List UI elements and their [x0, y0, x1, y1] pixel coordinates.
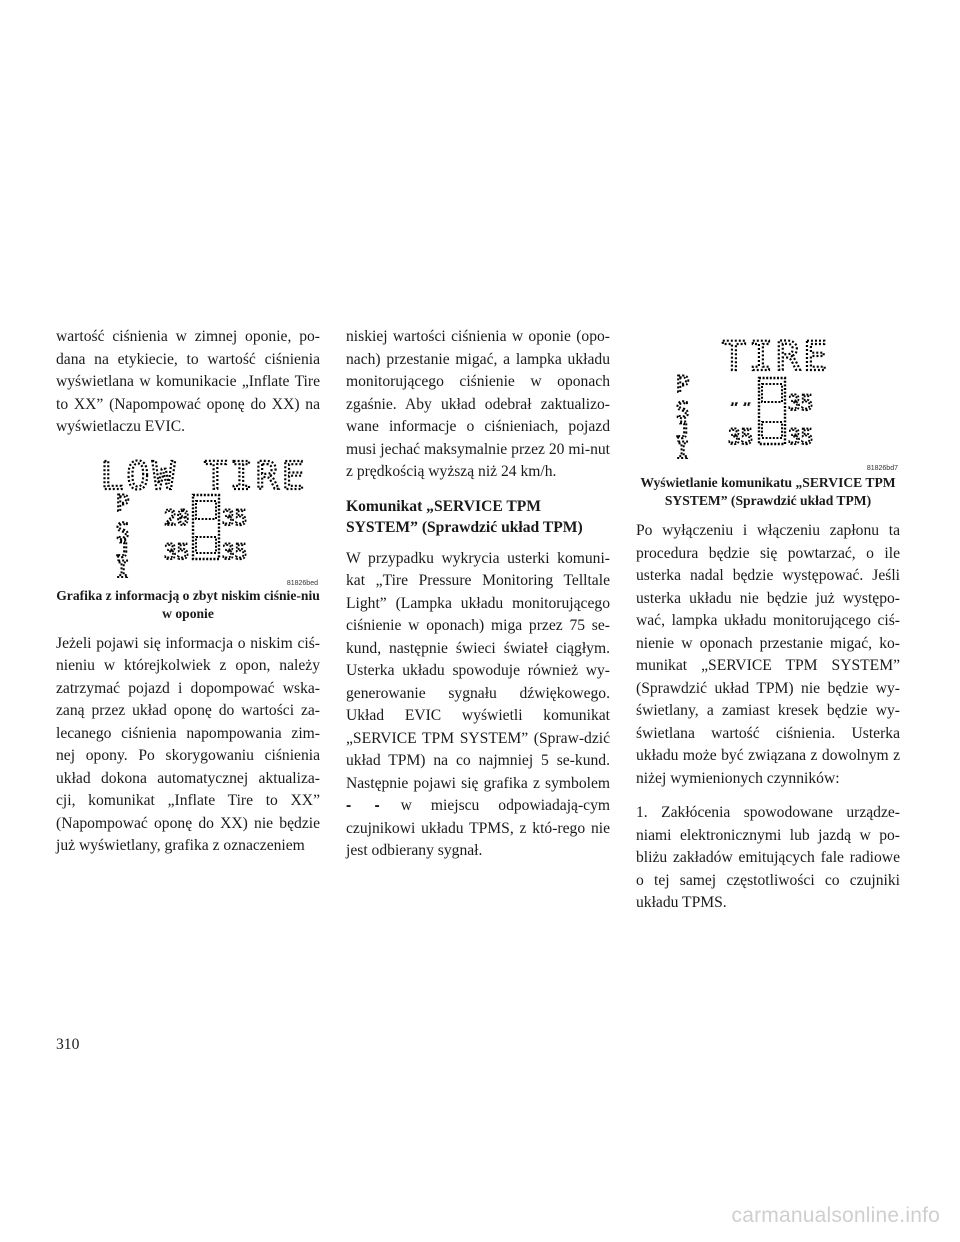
paragraph: wartość ciśnienia w zimnej oponie, po-dana na etykiecie, to wartość ciśnienia wyświetlana w komunikacie „Inflate Tire to XX” (Napompować oponę do XX) na wyświetlaczu EVIC.	[56, 328, 320, 435]
letter-icon: I	[676, 439, 690, 464]
rear-left-pressure: 35	[164, 539, 190, 564]
paragraph: Po wyłączeniu i włączeniu zapłonu ta procedura będzie się powtarzać, o ile usterka nadal będzie występować. Jeśli usterka układu nie będzie już występo-wać, lampka układu monitorującego ciś-nienie w oponach przestanie migać, ko-munikat „SERVICE TPM SYSTEM” (Sprawdzić układ TPM) nie będzie wy-świetlany, a zamiast kresek będzie wy-świetlana wartość ciśnienia. Usterka układu może być związana z dowolnym z niżej wymienionych czynników:	[636, 522, 900, 787]
figure-code: 81826bd7	[866, 465, 898, 472]
letter-icon: I	[116, 557, 130, 583]
paragraph: 1. Zakłócenia spowodowane urządze-niami elektronicznymi lub jazdą w po-bliżu zakładów emitujących fale radiowe o tej samej częstotliwości co czujniki układu TPMS.	[636, 804, 900, 911]
letter-icon: S	[676, 399, 690, 424]
service-tpm-display	[636, 326, 900, 470]
front-right-pressure: 35	[788, 391, 814, 415]
page-number: 310	[56, 1036, 80, 1053]
figure-code: 81826bed	[286, 579, 318, 587]
column-left	[56, 326, 320, 870]
paragraph: niskiej wartości ciśnienia w oponie (opo-nach) przestanie migać, a lampka układu monitorującego ciśnienie w oponach zgaśnie. Aby układ odebrał zaktualizo-wane informacje o ciśnieniach, pojazd musi jechać maksymalnie przez 20 mi-nut z prędkością wyższą niż 24 km/h.	[346, 328, 610, 480]
letter-icon: J	[676, 419, 690, 444]
letter-icon: P	[116, 491, 130, 517]
watermark: carmanualsonline.info	[731, 1204, 940, 1227]
display-title: LOW TIRE	[100, 453, 308, 498]
front-left-pressure: 20	[164, 505, 190, 530]
section-heading: Komunikat „SERVICE TPM SYSTEM” (Sprawdzić układ TPM)	[346, 497, 583, 536]
text-span: W przypadku wykrycia usterki komuni-kat „Tire Pressure Monitoring Telltale Light” (Lampka układu monitorującego ciśnienie w oponach) miga przez 75 se-kund, następnie świeci świateł ciągłym. Usterka układu spowoduje również wy-generowanie sygnału dźwiękowego. Układ EVIC wyświetli komunikat „SERVICE TPM SYSTEM” (Spraw-dzić układ TPM) na co najmniej 5 se-kund. Następnie pojawi się grafika z symbolem	[346, 549, 610, 792]
vehicle-top-view-icon	[759, 378, 785, 444]
front-left-pressure: --	[728, 391, 754, 415]
letter-icon: J	[116, 537, 130, 563]
low-tire-display	[56, 451, 320, 583]
rear-right-pressure: 35	[788, 425, 814, 449]
figure-caption: Grafika z informacją o zbyt niskim ciśnie-niu w oponie	[56, 587, 320, 621]
vehicle-top-view-icon	[193, 495, 219, 559]
letter-icon: P	[676, 373, 690, 398]
figure-caption: Wyświetlanie komunikatu „SERVICE TPM SYSTEM” (Sprawdzić układ TPM)	[640, 475, 896, 508]
dash-symbol: - -	[346, 797, 382, 814]
letter-icon: S	[116, 519, 130, 545]
paragraph	[346, 548, 610, 863]
column-right	[636, 326, 900, 927]
text-span: w miejscu odpowiadają-cym czujnikowi układu TPMS, z któ-rego nie jest odbierany sygnał.	[346, 797, 610, 859]
display-title: TIRE	[721, 334, 831, 380]
rear-left-pressure: 35	[728, 425, 754, 449]
rear-right-pressure: 35	[222, 539, 248, 564]
service-tpm-figure	[636, 326, 900, 470]
front-right-pressure: 35	[222, 505, 248, 530]
column-middle	[346, 326, 610, 875]
low-tire-figure	[56, 451, 320, 587]
paragraph: Jeżeli pojawi się informacja o niskim ciś-nieniu w którejkolwiek z opon, należy zatrzymać pojazd i dopompować wska-zaną przez układ oponę do wartości za-lecanego ciśnienia napompowania zim-nej opony. Po skorygowaniu ciśnienia układ dokona automatycznej aktualiza-cji, komunikat „Inflate Tire to XX” (Napompować oponę do XX) nie będzie już wyświetlany, grafika z oznaczeniem	[56, 634, 320, 854]
